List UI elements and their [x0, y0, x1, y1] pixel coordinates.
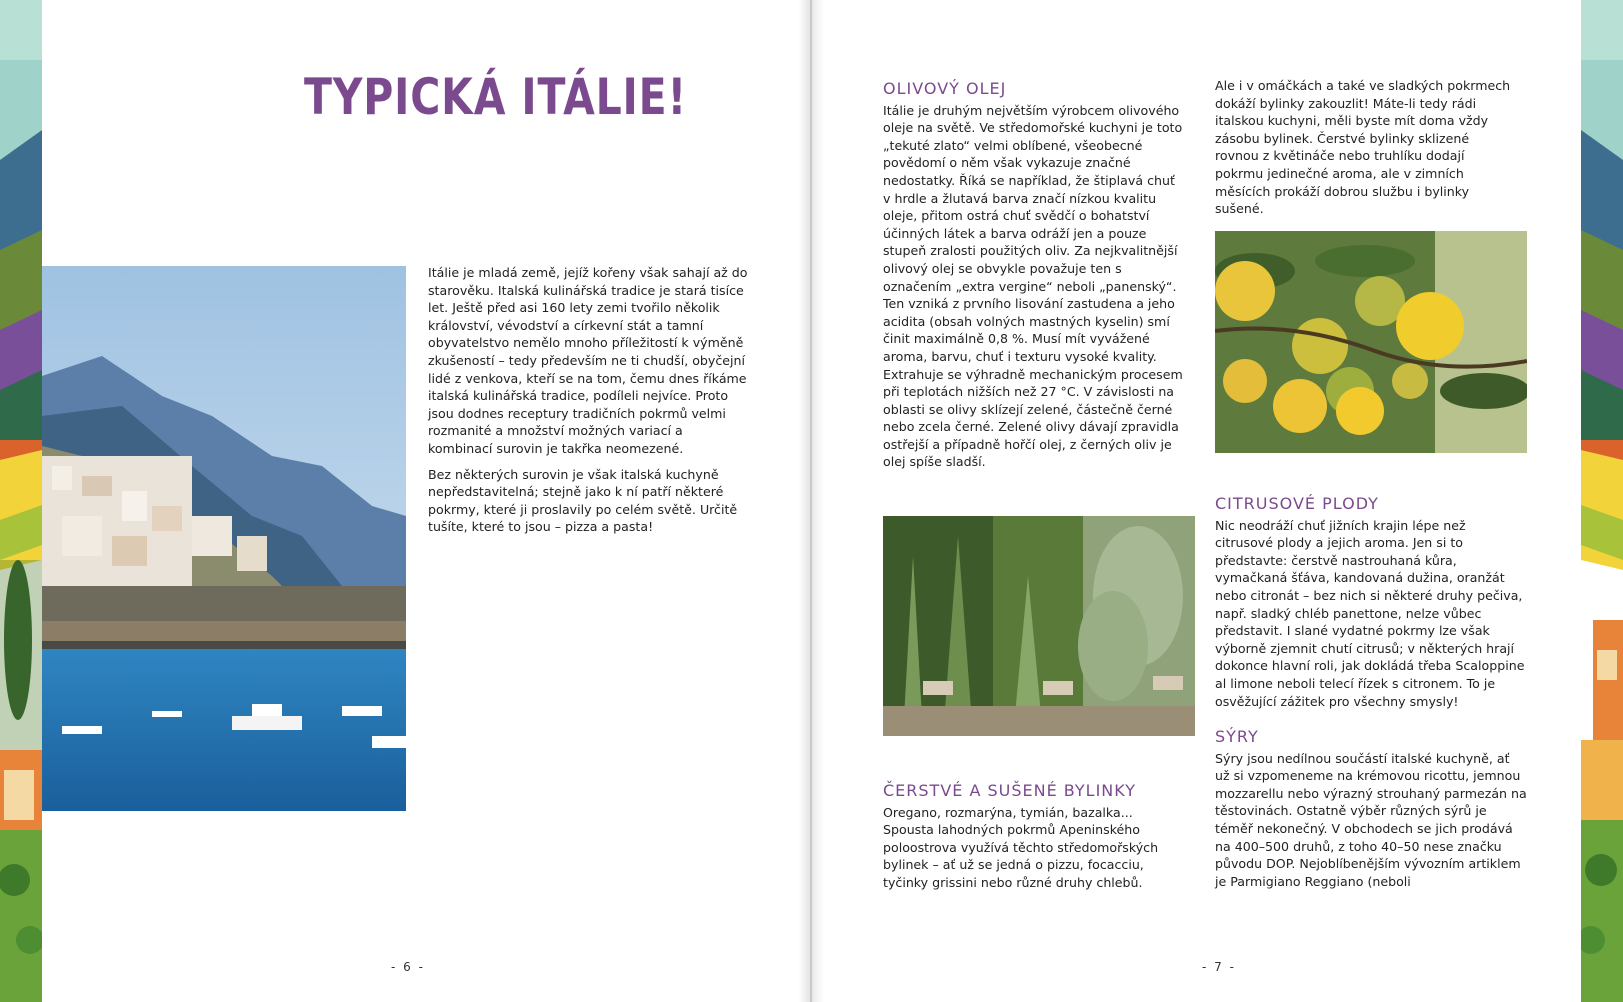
olive-oil-section: [883, 80, 1183, 479]
intro-paragraph-1: Itálie je mladá země, jejíž kořeny však sahají až do starověku. Italská kulinářská tradice je stará tisíce let. Ještě před asi 160 lety zemi tvořilo několik království, vévodství a církevní stát a tamní obyvatelstvo nemělo mnoho příležitostí k výměně zkušeností – tedy především ne ti chudší, obyčejní lidé z venkova, kteří se na tom, čemu dnes říkáme italská kulinářská tradice, podíleli nejvíce. Proto jsou dodnes receptury tradičních pokrmů velmi rozmanité a množství možných variací a kombinací surovin je takřka neomezené.: [428, 265, 748, 456]
landscape-illustration: [1581, 0, 1623, 1002]
intro-paragraph-2: Bez některých surovin je však italská kuchyně nepředstavitelná; stejně jako k ní patří některé pokrmy, které ji proslavily po celém světě. Určitě tušíte, které to jsou – pizza a pasta!: [428, 466, 738, 535]
citrus-section: [1215, 495, 1527, 718]
book-gutter: [798, 0, 824, 1002]
amalfi-coast-photo: [42, 266, 406, 811]
left-page: [42, 0, 810, 1002]
right-page: [810, 0, 1581, 1002]
page-title: TYPICKÁ ITÁLIE!: [304, 68, 687, 126]
left-edge-illustration: [0, 0, 42, 1002]
herbs-photo: [883, 516, 1195, 736]
cheese-heading: SÝRY: [1215, 727, 1259, 746]
herbs-continued-text: Ale i v omáčkách a také ve sladkých pokrmech dokáží bylinky zakouzlit! Máte-li tedy rádi italskou kuchyni, měli byste mít doma vždy zásobu bylinek. Čerstvé bylinky sklizené rovnou z květináče nebo truhlíku dodají pokrmu jedinečné aroma, ale v zimních měsících prokáží dobrou službu i bylinky sušené.: [1215, 78, 1511, 217]
page-number-left: - 6 -: [391, 960, 425, 974]
intro-text: [428, 264, 748, 544]
lemons-photo: [1215, 231, 1527, 453]
citrus-text: Nic neodráží chuť jižních krajin lépe než citrusové plody a jejich aroma. Jen si to představte: čerstvě nastrouhaná kůra, vymačkaná šťáva, kandovaná dužina, oranžát nebo citronát – bez nich si některé druhy pečiva, např. sladký chléb panettone, nelze vůbec představit. I slané vydatné pokrmy lze však výborně zjemnit chutí citrusů; v některých hrají dokonce hlavní roli, jak dokládá třeba Scaloppine al limone neboli telecí řízek s citronem. To je osvěžující zážitek pro všechny smysly!: [1215, 517, 1525, 709]
cheese-text: Sýry jsou nedílnou součástí italské kuchyně, ať už si vzpomeneme na krémovou ricottu, jemnou mozzarellu nebo výrazný strouhaný parmezán na těstovinách. Ostatně výběr různých sýrů je téměř nekonečný. V obchodech se jich prodává na 400–500 druhů, z toho 40–50 nese značku původu DOP. Nejoblíbenějším vývozním artiklem je Parmigiano Reggiano (neboli: [1215, 750, 1527, 889]
herbs-text: Oregano, rozmarýna, tymián, bazalka... Spousta lahodných pokrmů Apeninského poloostrova využívá těchto středomořských bylinek – ať už se jedná o pizzu, focacciu, tyčinky grissini nebo různé druhy chlebů.: [883, 804, 1159, 890]
cheese-section: [1215, 728, 1527, 898]
herbs-heading: ČERSTVÉ A SUŠENÉ BYLINKY: [883, 781, 1136, 800]
landscape-illustration: [0, 0, 42, 1002]
herbs-section: [883, 782, 1183, 900]
olive-oil-text: Itálie je druhým největším výrobcem olivového oleje na světě. Ve středomořské kuchyni je toto „tekuté zlato“ velmi oblíbené, všeobecné povědomí o něm však vykazuje značné nedostatky. Říká se například, že štiplavá chuť v hrdle a žlutavá barva značí nízkou kvalitu oleje, přitom ostrá chuť svědčí o bohatství účinných látek a barva odráží jen a pouze stupeň zralosti použitých oliv. Za nejkvalitnější olivový olej se obvykle považuje ten s označením „extra vergine“ neboli „panenský“. Ten vzniká z prvního lisování zastudena a jeho acidita (obsah volných mastných kyselin) smí činit maximálně 0,8 %. Musí mít vyvážené aroma, barvu, chuť i texturu vysoké kvality. Extrahuje se výhradně mechanickým procesem při teplotách nižších než 27 °C. V závislosti na oblasti se olivy sklízejí zelené, částečně černé nebo zcela černé. Zelené olivy dávají zpravidla ostřejší a případně hořčí olej, z černých oliv je olej spíše sladší.: [883, 102, 1183, 470]
citrus-heading: CITRUSOVÉ PLODY: [1215, 494, 1379, 513]
olive-oil-heading: OLIVOVÝ OLEJ: [883, 79, 1007, 98]
herbs-continued: [1215, 77, 1515, 226]
page-number-right: - 7 -: [1202, 960, 1236, 974]
right-edge-illustration: [1581, 0, 1623, 1002]
